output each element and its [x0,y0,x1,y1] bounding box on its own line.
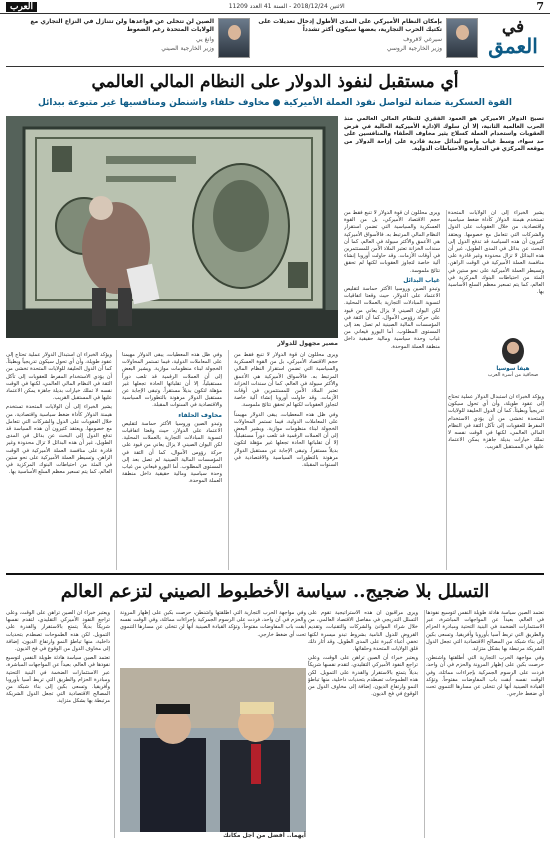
author-name: هيفا سوسيا [496,366,530,372]
column-text: ويؤكد الخبراء أن استبدال الدولار عملية تحتاج إلى عقود طويلة، وأن أي تحول سيكون تدريجياً وبطيئاً. كما أن الدول الحليفة للولايات المتحدة تخشى من أن يؤدي الاستخدام المفرط للعقوبات إلى تآكل الثقة في النظام المالي العالمي، لكنها في الوقت نفسه لا تملك خيارات بديلة جاهزة يمكن الاعتماد عليها في المستقبل القريب. [448,394,544,451]
column-divider [114,610,115,838]
dollar-photo [6,116,338,338]
section-logo-line2: العمق [488,34,538,58]
column-text: ويرى مراقبون أن هذه الاستراتيجية تقوم على التسلل التدريجي في مفاصل الاقتصاد العالمي، من خلال شراء الموانئ والشركات والتقنيات، وتقديم القروض للدول النامية بشروط تبدو ميسرة لكنها تخفي أعباء كبيرة على المدى الطويل. وقد أثار ذلك قلق الولايات المتحدة وحلفائها. [308,610,418,653]
section-subheading: مخاوف الحلفاء [178,411,222,419]
second-headline: التسلل بلا ضجيج.. سياسة الأخطبوط الصيني لتزعم العالم [60,581,490,602]
author-box [482,338,544,390]
quote-text: بإمكان النظام الأميركي على المدى الأطول إدخال تعديلات على تكتيك الحرب التجارية، بعضها سيكون أكثر تشدداً [258,18,442,33]
leaders-photo [120,668,306,832]
photo-caption: مصير مجهول للدولار [277,340,338,347]
quote-box-lavrov [258,18,478,64]
leaders-photo-illustration [120,668,306,832]
article-column [120,610,306,664]
column-text: وفي مواجهة الحرب التجارية التي أطلقتها واشنطن، حرصت بكين على إظهار المرونة والحزم في آن واحد، فردت على الرسوم الجمركية بإجراءات مماثلة، وفي الوقت نفسه أبقت باب المفاوضات مفتوحاً. وتؤكد القيادة الصينية أنها لن تتخلى عن مسارها التنموي تحت أي ضغط خارجي. [120,610,306,638]
quote-text: الصين لن تتخلى عن قواعدها ولن تتنازل في النزاع التجاري مع الولايات المتحدة رغم الضغوط [30,18,214,33]
column-text: تعتمد الصين سياسة هادئة طويلة النفس لتوسيع نفوذها في العالم، بعيداً عن المواجهات المباشرة، عبر الاستثمارات الضخمة في البنية التحتية ومبادرة الحزام والطريق التي تربط آسيا بأوروبا وأفريقيا. وتسعى بكين إلى بناء شبكة من المصالح الاقتصادية التي تجعل الدول الشريكة مرتبطة بها بشكل متزايد. [426,610,544,653]
main-headline: أي مستقبل لنفوذ الدولار على النظام المالي العالمي [91,72,459,92]
article-column [448,210,544,334]
quote-role: وزير الخارجية الصيني [161,45,214,52]
header-rule [6,66,544,67]
column-text: وتبدو الصين وروسيا الأكثر حماسة لتقليص الاعتماد على الدولار، حيث وقعتا اتفاقيات لتسوية المبادلات التجارية بالعملات المحلية. لكن اليوان الصيني لا يزال يعاني من قيود على حركة رؤوس الأموال، كما أن الثقة في المؤسسات المالية الصينية لم تصل بعد إلى المستوى المطلوب. أما اليورو فيعاني من غياب وحدة سياسية ومالية حقيقية داخل منطقة العملة الموحدة. [344,286,440,350]
article-column [426,610,544,838]
dollar-photo-illustration [6,116,338,338]
column-text: وفي ظل هذه المعطيات، يبقى الدولار مهيمناً على المعاملات الدولية، فيما تستمر المحاولات الخجولة لبناء منظومات موازية. ويشير البعض إلى أن العملات الرقمية قد تلعب دوراً مستقبلياً، إلا أن تقلباتها الحادة تجعلها غير مؤهلة لتكون بديلاً مستقراً. وتبقى الإجابة عن مستقبل الدولار مرهونة بالتطورات السياسية والاقتصادية في السنوات المقبلة. [234,411,338,469]
column-text: ويرى محللون أن قوة الدولار لا تنبع فقط من حجم الاقتصاد الأميركي، بل من القوة العسكرية والسياسية التي تضمن استقرار النظام المالي المرتبط به. فالأسواق الأميركية هي الأعمق والأكثر سيولة في العالم، كما أن سندات الخزانة تعتبر الملاذ الآمن للمستثمرين في أوقات الأزمات. وقد حاولت أوروبا إنشاء آلية خاصة لتجاوز العقوبات لكنها لم تحقق نتائج ملموسة. [234,352,338,409]
quote-name: وانغ يي [195,36,214,43]
column-text: ويعتبر خبراء أن الصين تراهن على الوقت، وعلى تراجع النفوذ الأميركي التقليدي، لتقدم نفسها شريكاً بديلاً يتمتع بالاستقرار والقدرة على التمويل. لكن هذه الطموحات تصطدم بتحديات داخلية، منها تباطؤ النمو وارتفاع الديون، إضافة إلى مخاوف الدول من الوقوع في فخ الديون. [6,610,110,653]
photo-caption: أيهما.. أفضل من أجل مكانك [223,832,306,839]
section-logo-line1: في [501,17,525,37]
column-text: يشير الخبراء إلى أن الولايات المتحدة تستخدم هيمنة الدولار كأداة ضغط سياسية واقتصادية، من خلال العقوبات على الدول والشركات التي تتعامل مع خصومها. ويعتقد كثيرون أن هذه السياسة قد تدفع الدول إلى البحث عن بدائل في المدى الطويل، غير أن هذه البدائل لا تزال محدودة وغير قادرة على منافسة العملة الأميركية في الوقت الراهن. وتسيطر العملة الأميركية على نحو ستين في المئة من احتياطات البنوك المركزية في العالم، كما يتم تسعير معظم السلع الأساسية بها. [6,404,112,476]
column-divider [446,210,447,570]
section-logo [482,18,544,56]
column-text: وفي ظل هذه المعطيات، يبقى الدولار مهيمناً على المعاملات الدولية، فيما تستمر المحاولات الخجولة لبناء منظومات موازية. ويشير البعض إلى أن العملات الرقمية قد تلعب دوراً مستقبلياً، إلا أن تقلباتها الحادة تجعلها غير مؤهلة لتكون بديلاً مستقراً. وتبقى الإجابة عن مستقبل الدولار مرهونة بالتطورات السياسية والاقتصادية في السنوات المقبلة. [122,352,222,409]
column-text: وتبدو الصين وروسيا الأكثر حماسة لتقليص الاعتماد على الدولار، حيث وقعتا اتفاقيات لتسوية المبادلات التجارية بالعملات المحلية. لكن اليوان الصيني لا يزال يعاني من قيود على حركة رؤوس الأموال، كما أن الثقة في المؤسسات المالية الصينية لم تصل بعد إلى المستوى المطلوب. أما اليورو فيعاني من غياب وحدة سياسية ومالية حقيقية داخل منطقة العملة الموحدة. [122,420,222,485]
column-text: ويؤكد الخبراء أن استبدال الدولار عملية تحتاج إلى عقود طويلة، وأن أي تحول سيكون تدريجياً وبطيئاً. كما أن الدول الحليفة للولايات المتحدة تخشى من أن يؤدي الاستخدام المفرط للعقوبات إلى تآكل الثقة في النظام المالي العالمي، لكنها في الوقت نفسه لا تملك خيارات بديلة جاهزة يمكن الاعتماد عليها في المستقبل القريب. [6,352,112,402]
column-text: يشير الخبراء إلى أن الولايات المتحدة تستخدم هيمنة الدولار كأداة ضغط سياسية واقتصادية، من خلال العقوبات على الدول والشركات التي تتعامل مع خصومها. ويعتقد كثيرون أن هذه السياسة قد تدفع الدول إلى البحث عن بدائل في المدى الطويل، غير أن هذه البدائل لا تزال محدودة وغير قادرة على منافسة العملة الأميركية في الوقت الراهن. وتسيطر العملة الأميركية على نحو ستين في المئة من احتياطات البنوك المركزية في العالم، كما يتم تسعير معظم السلع الأساسية بها. [448,210,544,296]
page-number: 7 [536,0,544,13]
article-column [448,394,544,570]
article-column [6,610,110,838]
article-column [308,610,418,838]
author-role: صحافية من أسرة العرب [487,372,539,378]
quote-portrait [218,18,250,58]
brand-logo: العرب [6,2,37,12]
column-divider [424,610,425,838]
main-subhead: القوة العسكرية ضمانة لتواصل نفوذ العملة الأميركية ● مخاوف حلفاء واشنطن ومنافسيها غير متبوعة ببدائل [37,98,513,108]
article-column [344,210,440,570]
article-column [122,352,222,570]
top-bar [0,0,550,14]
author-avatar [502,338,524,364]
column-text: ويعتبر خبراء أن الصين تراهن على الوقت، وعلى تراجع النفوذ الأميركي التقليدي، لتقدم نفسها شريكاً بديلاً يتمتع بالاستقرار والقدرة على التمويل. لكن هذه الطموحات تصطدم بتحديات داخلية، منها تباطؤ النمو وارتفاع الديون، إضافة إلى مخاوف الدول من الوقوع في فخ الديون. [308,655,418,698]
column-text: وفي مواجهة الحرب التجارية التي أطلقتها واشنطن، حرصت بكين على إظهار المرونة والحزم في آن واحد، فردت على الرسوم الجمركية بإجراءات مماثلة، وفي الوقت نفسه أبقت باب المفاوضات مفتوحاً. وتؤكد القيادة الصينية أنها لن تتخلى عن مسارها التنموي تحت أي ضغط خارجي. [426,655,544,698]
column-divider [116,350,117,570]
article-column [6,352,112,570]
quote-portrait [446,18,478,58]
article-column [234,352,338,570]
column-text: تعتمد الصين سياسة هادئة طويلة النفس لتوسيع نفوذها في العالم، بعيداً عن المواجهات المباشرة، عبر الاستثمارات الضخمة في البنية التحتية ومبادرة الحزام والطريق التي تربط آسيا بأوروبا وأفريقيا. وتسعى بكين إلى بناء شبكة من المصالح الاقتصادية التي تجعل الدول الشريكة مرتبطة بها بشكل متزايد. [6,655,110,705]
quote-role: وزير الخارجية الروسي [386,45,442,52]
section-rule [6,573,544,575]
column-text: ويرى محللون أن قوة الدولار لا تنبع فقط من حجم الاقتصاد الأميركي، بل من القوة العسكرية والسياسية التي تضمن استقرار النظام المالي المرتبط به. فالأسواق الأميركية هي الأعمق والأكثر سيولة في العالم، كما أن سندات الخزانة تعتبر الملاذ الآمن للمستثمرين في أوقات الأزمات. وقد حاولت أوروبا إنشاء آلية خاصة لتجاوز العقوبات لكنها لم تحقق نتائج ملموسة. [344,210,440,274]
column-divider [228,350,229,570]
section-subheading: غياب البدائل [403,276,440,284]
dateline: الاثنين 2018/12/24 - السنة 41 العدد 11209 [228,3,345,10]
quote-name: سيرغي لافروف [403,36,442,43]
article-lead: تصبح الدولار الأميركي هو العمود الفقري للنظام المالي العالمي منذ الحرب العالمية الثانية، إلا أن سلوك الإدارة الأميركية الحالية في فرض العقوبات واستخدام العملة كسلاح يثير مخاوف الحلفاء والمنافسين على حد سواء، وسط غياب واضح لبدائل جدية قادرة على إزاحة الدولار من موقعه المركزي في التجارة والاحتياطات الدولية. [344,116,544,153]
quote-box-wang [6,18,250,64]
